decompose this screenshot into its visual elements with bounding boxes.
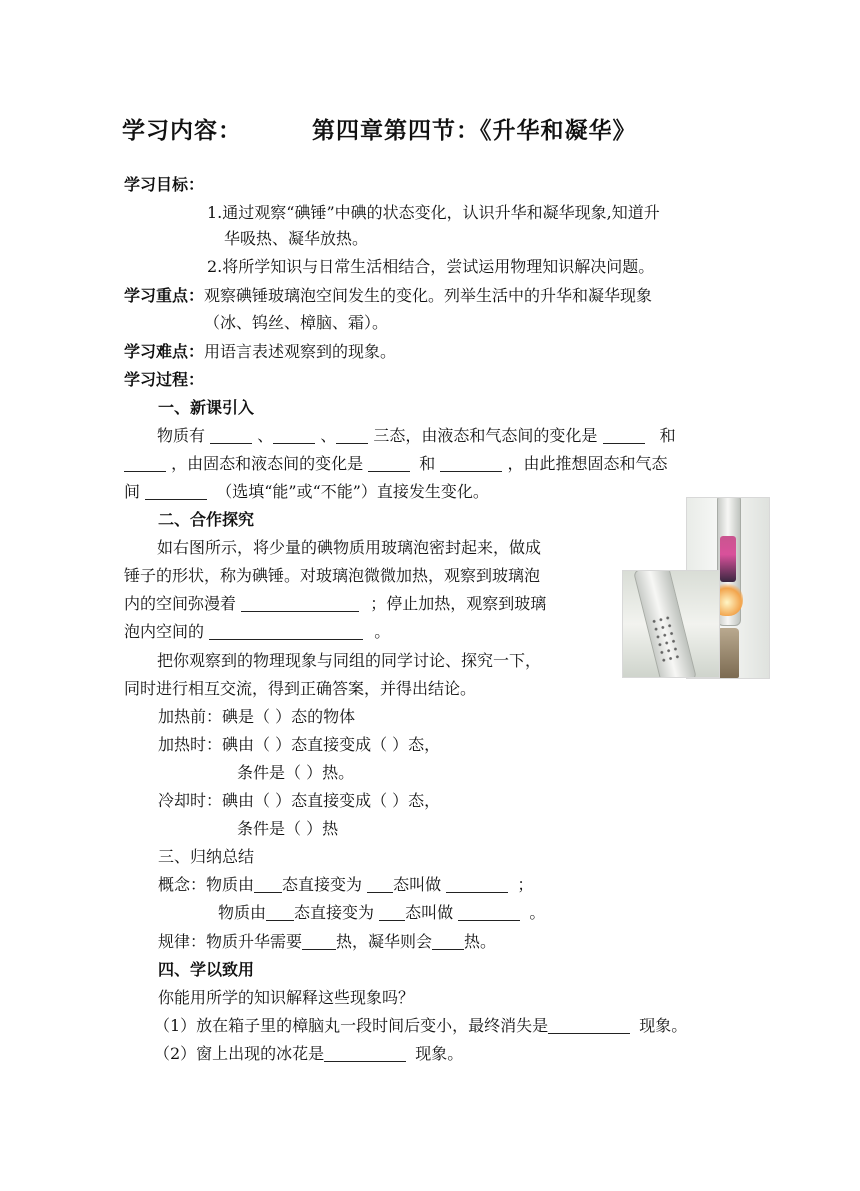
text-fragment: 态直接变为 bbox=[294, 903, 375, 922]
text-fragment: 物质由 bbox=[218, 903, 267, 922]
rule-line bbox=[158, 931, 496, 953]
text-fragment: 泡内空间的 bbox=[124, 622, 205, 641]
section-2-heading: 二、合作探究 bbox=[158, 510, 255, 529]
text-fragment: 间 bbox=[124, 482, 141, 501]
answer-blank[interactable] bbox=[379, 904, 405, 921]
answer-blank[interactable] bbox=[432, 933, 464, 950]
objective-1-line-1: 1.通过观察“碘锤”中碘的状态变化，认识升华和凝华现象,知道升 bbox=[207, 203, 660, 222]
text-fragment: 现象。 bbox=[639, 1016, 688, 1035]
text-fragment: 、 bbox=[320, 426, 337, 445]
answer-blank[interactable] bbox=[368, 455, 410, 472]
answer-blank[interactable] bbox=[603, 427, 645, 444]
text-fragment: 内的空间弥漫着 bbox=[124, 594, 237, 613]
heating-line-2: 条件是（ ）热。 bbox=[237, 763, 355, 782]
objective-2: 2.将所学知识与日常生活相结合，尝试运用物理知识解决问题。 bbox=[207, 257, 655, 276]
text-fragment: ；停止加热，观察到玻璃 bbox=[370, 594, 547, 613]
answer-blank[interactable] bbox=[210, 427, 252, 444]
section-2-para-2-line-1: 把你观察到的物理现象与同组的同学讨论、探究一下， bbox=[157, 651, 542, 670]
text-fragment: 、 bbox=[257, 426, 274, 445]
question-1 bbox=[154, 1015, 687, 1037]
text-fragment: 态直接变为 bbox=[282, 875, 363, 894]
text-fragment: 物质有 bbox=[157, 426, 206, 445]
text-fragment: （选填“能”或“不能”）直接发生变化。 bbox=[216, 482, 489, 501]
text-fragment: 。 bbox=[529, 903, 546, 922]
cooling-line-2: 条件是（ ）热 bbox=[237, 819, 339, 838]
concept-label: 概念： bbox=[158, 875, 207, 894]
section-2-para-2-line-2: 同时进行相互交流，得到正确答案，并得出结论。 bbox=[124, 679, 477, 698]
answer-blank[interactable] bbox=[302, 933, 336, 950]
text-fragment: 热。 bbox=[464, 932, 497, 951]
answer-blank[interactable] bbox=[254, 876, 282, 893]
section-2-para-1-line-4 bbox=[124, 621, 390, 643]
section-1-line-2 bbox=[124, 453, 668, 475]
answer-blank[interactable] bbox=[209, 623, 363, 640]
text-fragment: 物质升华需要 bbox=[206, 932, 303, 951]
key-points-line-2: （冰、钨丝、樟脑、霜）。 bbox=[204, 313, 389, 332]
text-fragment: （2）窗上出现的冰花是 bbox=[154, 1044, 325, 1063]
objectives-label: 学习目标： bbox=[124, 175, 205, 194]
answer-blank[interactable] bbox=[124, 455, 166, 472]
answer-blank[interactable] bbox=[145, 483, 207, 500]
text-fragment: ，由固态和液态间的变化是 bbox=[171, 454, 364, 473]
text-fragment: 和 bbox=[419, 454, 436, 473]
text-fragment: 现象。 bbox=[415, 1044, 464, 1063]
cooling-line-1: 冷却时：碘由（ ）态直接变成（ ）态， bbox=[158, 791, 441, 810]
concept-line-2 bbox=[218, 902, 545, 924]
section-1-line-1 bbox=[157, 425, 676, 447]
answer-blank[interactable] bbox=[367, 876, 393, 893]
objective-1-line-2: 华吸热、凝华放热。 bbox=[224, 229, 369, 248]
difficulty-text: 用语言表述观察到的现象。 bbox=[204, 342, 397, 361]
answer-blank[interactable] bbox=[266, 904, 294, 921]
text-fragment: 和 bbox=[659, 426, 676, 445]
text-fragment: ； bbox=[517, 875, 534, 894]
before-heating-line: 加热前：碘是（ ）态的物体 bbox=[158, 707, 356, 726]
text-fragment: 三态，由液态和气态间的变化是 bbox=[373, 426, 598, 445]
text-fragment: 物质由 bbox=[206, 875, 255, 894]
text-fragment: 热，凝华则会 bbox=[336, 932, 433, 951]
rule-label: 规律： bbox=[158, 932, 207, 951]
key-points-text: 观察碘锤玻璃泡空间发生的变化。列举生活中的升华和凝华现象 bbox=[204, 286, 653, 305]
section-1-line-3 bbox=[124, 481, 489, 503]
section-3-heading: 三、归纳总结 bbox=[158, 847, 255, 866]
text-fragment: （1）放在箱子里的樟脑丸一段时间后变小，最终消失是 bbox=[154, 1016, 549, 1035]
iodine-hammer-cooled-photo bbox=[622, 570, 720, 678]
section-4-heading: 四、学以致用 bbox=[158, 960, 255, 979]
content-label: 学习内容： bbox=[122, 117, 242, 144]
section-4-intro: 你能用所学的知识解释这些现象吗？ bbox=[158, 988, 415, 1007]
key-points-label: 学习重点： bbox=[124, 286, 205, 305]
key-points-line-1 bbox=[124, 285, 652, 307]
process-label: 学习过程： bbox=[124, 370, 205, 389]
section-2-para-1-line-2: 锤子的形状，称为碘锤。对玻璃泡微微加热，观察到玻璃泡 bbox=[124, 566, 541, 585]
section-1-heading: 一、新课引入 bbox=[158, 398, 255, 417]
section-2-para-1-line-3 bbox=[124, 593, 546, 615]
concept-line-1 bbox=[158, 874, 533, 896]
answer-blank[interactable] bbox=[324, 1045, 406, 1062]
text-fragment: 态叫做 bbox=[393, 875, 442, 894]
text-fragment: 态叫做 bbox=[405, 903, 454, 922]
answer-blank[interactable] bbox=[440, 455, 502, 472]
heating-line-1: 加热时：碘由（ ）态直接变成（ ）态， bbox=[158, 735, 441, 754]
text-fragment: 。 bbox=[374, 622, 391, 641]
answer-blank[interactable] bbox=[446, 876, 508, 893]
section-2-para-1-line-1: 如右图所示，将少量的碘物质用玻璃泡密封起来，做成 bbox=[157, 538, 542, 557]
answer-blank[interactable] bbox=[241, 595, 359, 612]
text-fragment: ，由此推想固态和气态 bbox=[507, 454, 668, 473]
answer-blank[interactable] bbox=[336, 427, 368, 444]
question-2 bbox=[154, 1043, 463, 1065]
chapter-title: 第四章第四节：《升华和凝华》 bbox=[312, 117, 637, 144]
difficulty-line bbox=[124, 341, 396, 363]
answer-blank[interactable] bbox=[458, 904, 520, 921]
answer-blank[interactable] bbox=[548, 1017, 630, 1034]
answer-blank[interactable] bbox=[273, 427, 315, 444]
difficulty-label: 学习难点： bbox=[124, 342, 205, 361]
